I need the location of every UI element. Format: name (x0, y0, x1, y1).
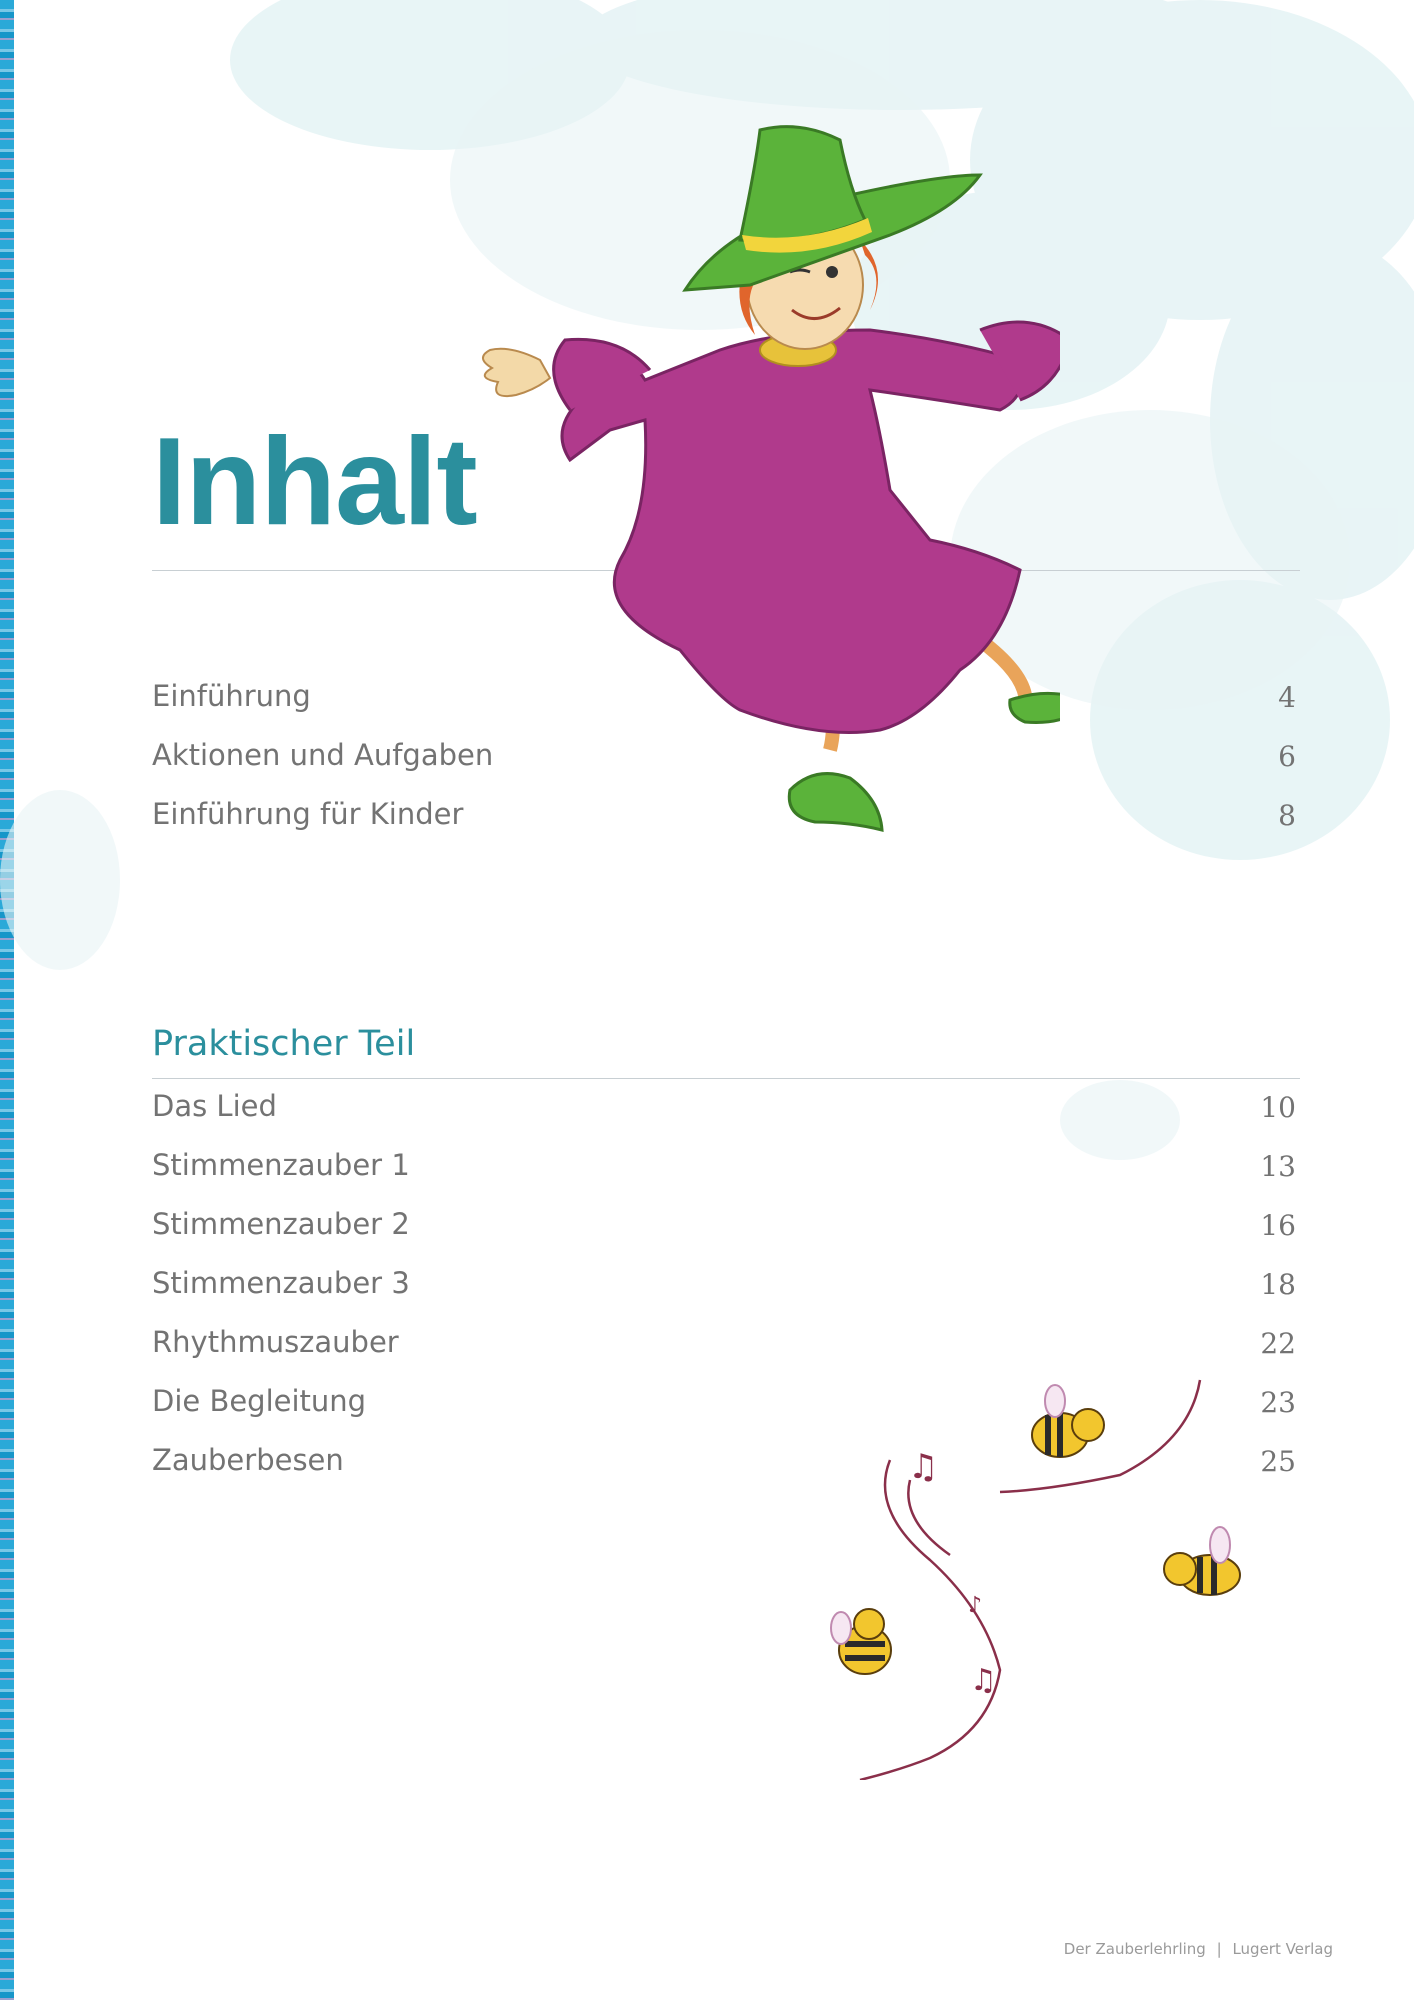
page-footer (1064, 1940, 1333, 1958)
toc-entry-page: 4 (1278, 681, 1296, 714)
toc-entry-label: Einführung für Kinder (152, 797, 464, 831)
toc-entry-label: Die Begleitung (152, 1384, 367, 1418)
toc-entry-page: 6 (1278, 740, 1296, 773)
toc-entry-label: Stimmenzauber 3 (152, 1266, 410, 1300)
toc-entry-page: 18 (1260, 1268, 1296, 1301)
toc-entry-page: 25 (1260, 1445, 1296, 1478)
toc-entry-label: Aktionen und Aufgaben (152, 738, 494, 772)
toc-entry-label: Stimmenzauber 2 (152, 1207, 410, 1241)
footer-separator: | (1216, 1940, 1222, 1958)
toc-entry-page: 8 (1278, 799, 1296, 832)
toc-entry-label: Rhythmuszauber (152, 1325, 399, 1359)
page-title: Inhalt (152, 413, 477, 551)
footer-publisher: Lugert Verlag (1232, 1940, 1333, 1958)
toc-entry-page: 10 (1260, 1091, 1296, 1124)
toc-entry-stimmenzauber-3[interactable] (152, 1266, 1296, 1325)
toc-entry-aktionen-und-aufgaben[interactable] (152, 738, 1296, 797)
toc-entry-label: Das Lied (152, 1089, 277, 1123)
footer-book-title: Der Zauberlehrling (1063, 1940, 1206, 1958)
toc-entry-page: 23 (1260, 1386, 1296, 1419)
toc-entry-label: Einführung (152, 679, 311, 713)
toc-entry-page: 13 (1260, 1150, 1296, 1183)
svg-text:♫: ♫ (908, 1447, 939, 1487)
toc-entry-page: 16 (1260, 1209, 1296, 1242)
toc-entry-label: Stimmenzauber 1 (152, 1148, 410, 1182)
bees-with-music-notes-illustration (790, 1360, 1310, 1780)
toc-entry-stimmenzauber-1[interactable] (152, 1148, 1296, 1207)
svg-text:♪: ♪ (968, 1593, 983, 1618)
section-heading-praktischer-teil: Praktischer Teil (152, 1024, 416, 1064)
toc-entry-einfuehrung[interactable] (152, 679, 1296, 738)
section-divider (152, 1078, 1300, 1079)
toc-entry-label: Zauberbesen (152, 1443, 344, 1477)
toc-entry-page: 22 (1260, 1327, 1296, 1360)
svg-text:♫: ♫ (970, 1663, 997, 1698)
toc-entry-stimmenzauber-2[interactable] (152, 1207, 1296, 1266)
intro-list (152, 679, 1296, 856)
toc-entry-das-lied[interactable] (152, 1089, 1296, 1148)
toc-entry-einfuehrung-fuer-kinder[interactable] (152, 797, 1296, 856)
